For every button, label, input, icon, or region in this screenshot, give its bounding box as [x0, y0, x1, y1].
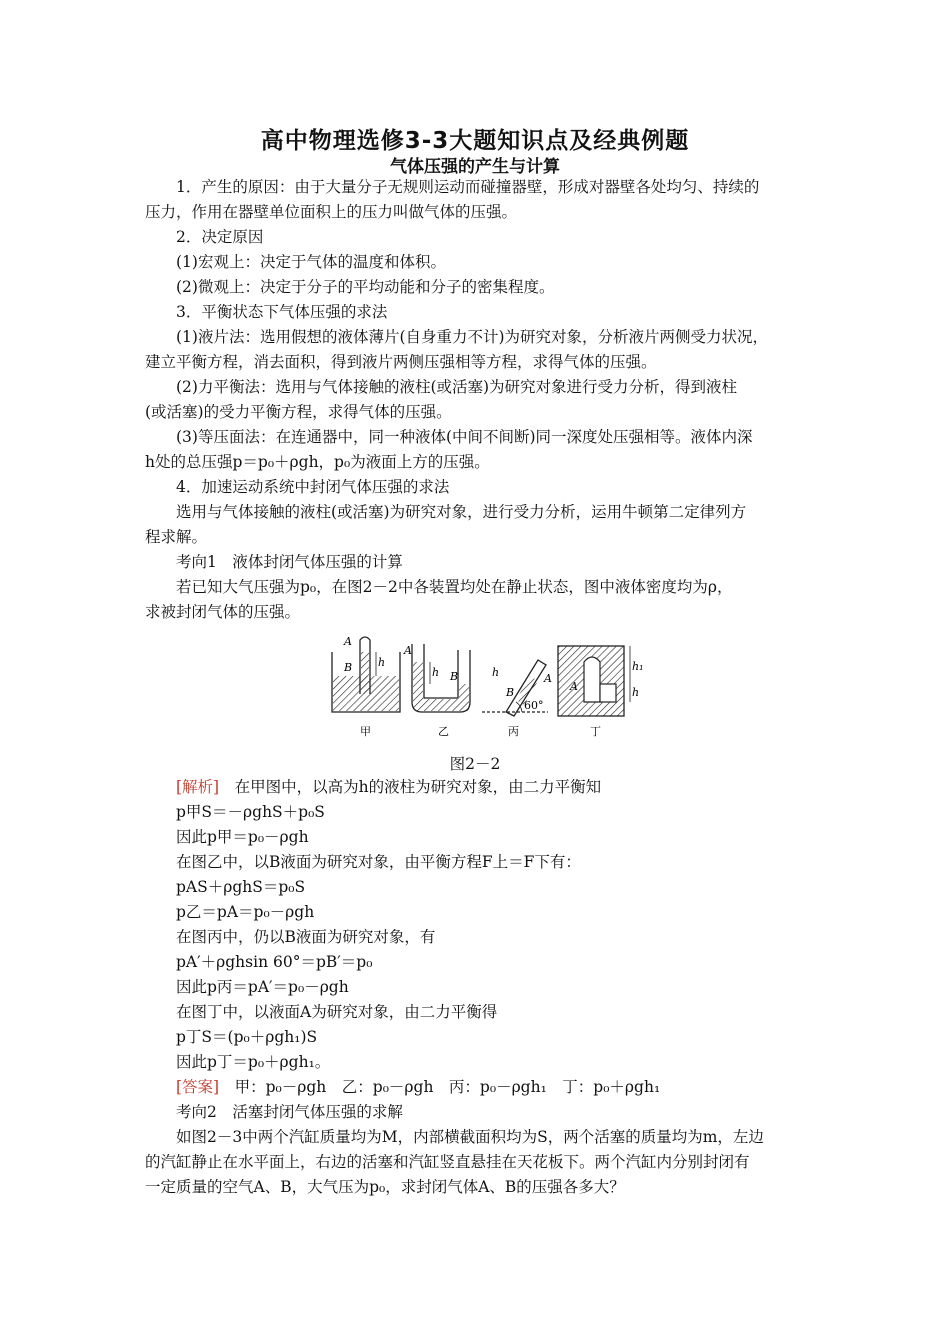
svg-text:h: h	[432, 666, 440, 679]
equation-line: p丁S＝(p₀＋ρgh₁)S	[176, 1028, 318, 1046]
paragraph-line: 若已知大气压强为p₀，在图2－2中各装置均处在静止状态，图中液体密度均为ρ，	[176, 578, 733, 596]
svg-text:h: h	[492, 666, 500, 679]
diagram-yi	[403, 644, 470, 738]
paragraph-line: 3．平衡状态下气体压强的求法	[176, 303, 388, 321]
paragraph-line: 一定质量的空气A、B，大气压为p₀，求封闭气体A、B的压强各多大？	[145, 1178, 625, 1196]
paragraph-line: 压力，作用在器壁单位面积上的压力叫做气体的压强。	[145, 203, 518, 221]
paragraph-line: 1．产生的原因：由于大量分子无规则运动而碰撞器壁，形成对器壁各处均匀、持续的	[176, 178, 760, 196]
analysis-line: [解析] 在甲图中，以高为h的液柱为研究对象，由二力平衡知	[176, 778, 602, 796]
svg-text:h₁: h₁	[632, 660, 644, 673]
analysis-tag: [解析]	[176, 778, 220, 796]
label-a: A	[344, 635, 352, 648]
paragraph-line: 2．决定原因	[176, 228, 264, 246]
paragraph-line: 4．加速运动系统中封闭气体压强的求法	[176, 478, 450, 496]
paragraph-line: (或活塞)的受力平衡方程，求得气体的压强。	[145, 403, 452, 421]
label-ding: 丁	[590, 725, 601, 738]
label-yi: 乙	[438, 725, 449, 738]
answer-tag: [答案]	[176, 1078, 220, 1096]
label-jia: 甲	[360, 725, 371, 738]
paragraph-line: 程求解。	[145, 528, 208, 546]
answer-line: [答案] 甲：p₀－ρgh 乙：p₀－ρgh 丙：p₀－ρgh₁ 丁：p₀＋ρgh₁	[176, 1078, 661, 1096]
figure-caption: 图2－2	[449, 755, 501, 773]
svg-text:A: A	[570, 680, 578, 693]
equation-line: 在图丙中，仍以B液面为研究对象，有	[176, 928, 436, 946]
paragraph-line: 如图2－3中两个汽缸质量均为M，内部横截面积均为S，两个活塞的质量均为m，左边	[176, 1128, 764, 1146]
paragraph-line: (2)力平衡法：选用与气体接触的液柱(或活塞)为研究对象进行受力分析，得到液柱	[176, 378, 738, 396]
section-heading: 考向2 活塞封闭气体压强的求解	[176, 1103, 403, 1121]
equation-line: p乙＝pA＝p₀－ρgh	[176, 903, 315, 921]
svg-text:B: B	[450, 670, 459, 683]
page-title: 高中物理选修3-3大题知识点及经典例题	[260, 128, 690, 154]
paragraph-line: (1)液片法：选用假想的液体薄片(自身重力不计)为研究对象，分析液片两侧受力状况，	[176, 328, 769, 346]
paragraph-line: h处的总压强p＝p₀＋ρgh，p₀为液面上方的压强。	[145, 453, 490, 471]
paragraph-line: 建立平衡方程，消去面积，得到液片两侧压强相等方程，求得气体的压强。	[145, 353, 657, 371]
paragraph-line: (1)宏观上：决定于气体的温度和体积。	[176, 253, 446, 271]
svg-text:60°: 60°	[524, 699, 544, 712]
figure-2-2	[326, 632, 656, 742]
paragraph-line: 的汽缸静止在水平面上，右边的活塞和汽缸竖直悬挂在天花板下。两个汽缸内分别封闭有	[145, 1153, 750, 1171]
diagram-ding	[558, 646, 644, 738]
label-b: B	[344, 661, 353, 674]
equation-line: 因此p丁＝p₀＋ρgh₁。	[176, 1053, 331, 1071]
section-heading: 考向1 液体封闭气体压强的计算	[176, 553, 403, 571]
diagram-jia	[332, 635, 400, 738]
equation-line: 因此p甲＝p₀－ρgh	[176, 828, 309, 846]
paragraph-line: (2)微观上：决定于分子的平均动能和分子的密集程度。	[176, 278, 555, 296]
svg-text:A: A	[404, 644, 412, 657]
paragraph-line: (3)等压面法：在连通器中，同一种液体(中间不间断)同一深度处压强相等。液体内深	[176, 428, 753, 446]
paragraph-line: 选用与气体接触的液柱(或活塞)为研究对象，进行受力分析，运用牛顿第二定律列方	[176, 503, 747, 521]
equation-line: 在图乙中，以B液面为研究对象，由平衡方程F上＝F下有：	[176, 853, 581, 871]
equation-line: 在图丁中，以液面A为研究对象，由二力平衡得	[176, 1003, 498, 1021]
diagram-bing	[482, 660, 552, 738]
equation-line: 因此p丙＝pA′＝p₀－ρgh	[176, 978, 349, 996]
paragraph-line: 求被封闭气体的压强。	[145, 603, 301, 621]
label-h: h	[378, 656, 386, 669]
svg-text:h: h	[632, 686, 640, 699]
svg-text:A: A	[544, 672, 552, 685]
section-title: 气体压强的产生与计算	[390, 157, 560, 177]
equation-line: pAS＋ρghS＝p₀S	[176, 878, 306, 896]
svg-text:B: B	[506, 686, 515, 699]
label-bing: 丙	[508, 725, 519, 738]
equation-line: pA′＋ρghsin 60°＝pB′＝p₀	[176, 953, 373, 971]
equation-line: p甲S＝－ρghS＋p₀S	[176, 803, 325, 821]
